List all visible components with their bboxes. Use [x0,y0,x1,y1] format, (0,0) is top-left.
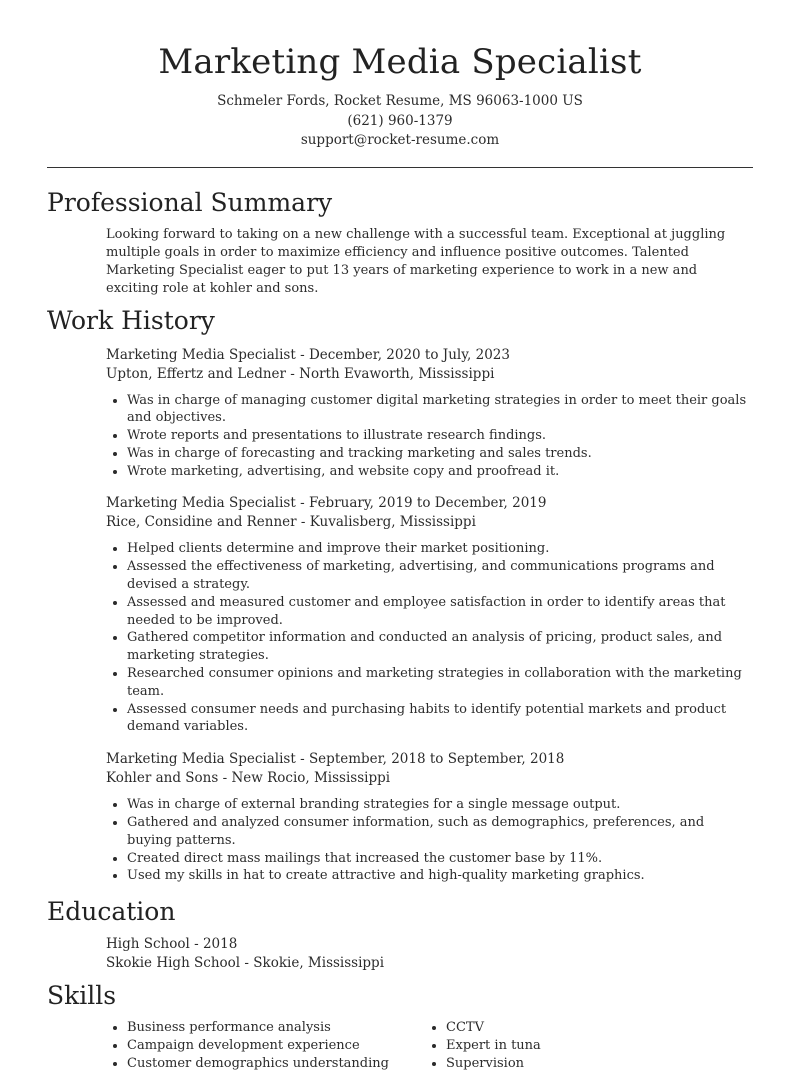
list-item: • Expert in tuna [446,1037,725,1055]
list-item: • Wrote reports and presentations to illustrate research findings. [127,427,753,445]
job-company-line: Upton, Effertz and Ledner - North Evaworth, Mississippi [106,365,495,382]
job-entry [106,346,753,481]
list-item: • Campaign development experience [127,1037,425,1055]
job-bullets [106,796,753,885]
list-item: • Gathered competitor information and conducted an analysis of pricing, product sales, and marketing strategies. [127,629,753,665]
summary-heading: Professional Summary [47,187,333,217]
job-title-line: Marketing Media Specialist - December, 2020 to July, 2023 [106,346,510,363]
list-item: • Was in charge of managing customer digital marketing strategies in order to meet their goals and objectives. [127,392,753,428]
list-item: • Gathered and analyzed consumer information, such as demographics, preferences, and buying patterns. [127,814,753,850]
list-item: • Wrote marketing, advertising, and website copy and proofread it. [127,463,753,481]
job-entry [106,494,753,736]
skills-list [47,1019,753,1072]
job-title-line: Marketing Media Specialist - September, 2018 to September, 2018 [106,751,565,768]
list-item: • Customer demographics understanding [127,1055,425,1073]
skills-column-2 [425,1019,725,1072]
skills-column-1 [106,1019,425,1072]
list-item: • Assessed consumer needs and purchasing habits to identify potential markets and product demand variables. [127,701,753,737]
contact-email: support@rocket-resume.com [300,132,500,148]
skills-heading: Skills [47,981,117,1011]
contact-address: Schmeler Fords, Rocket Resume, MS 96063-1000 US [217,93,583,109]
list-item: • Helped clients determine and improve their market positioning. [127,540,753,558]
job-list [47,346,753,886]
education-school: Skokie High School [106,955,241,972]
education-section [47,895,753,973]
list-item: • Business performance analysis [127,1019,425,1037]
job-title: Marketing Media Specialist [106,751,296,768]
list-item: • CCTV [446,1019,725,1037]
resume-header [47,0,753,151]
contact-phone: (621) 960-1379 [347,112,453,129]
education-location: Skokie, Mississippi [253,955,385,972]
contact-block [47,92,753,151]
job-bullets [106,540,753,736]
summary-section [47,186,753,298]
job-bullets [106,392,753,481]
education-school-line: Skokie High School - Skokie, Mississippi [106,955,385,972]
job-company-line: Rice, Considine and Renner - Kuvalisberg, Mississippi [106,514,476,531]
list-item: • Researched consumer opinions and marketing strategies in collaboration with the marketing team. [127,665,753,701]
skills-section [47,979,753,1072]
education-year: 2018 [202,936,238,953]
job-company-line: Kohler and Sons - New Rocio, Mississippi [106,770,391,787]
work-history-section [47,304,753,886]
list-item: • Used my skills in hat to create attractive and high-quality marketing graphics. [127,867,753,885]
job-location: Kuvalisberg, Mississippi [309,514,476,531]
list-item: • Created direct mass mailings that increased the customer base by 11%. [127,850,753,868]
work-history-heading: Work History [47,305,215,335]
job-dates: September, 2018 to September, 2018 [308,751,565,768]
education-degree-line: High School - 2018 [106,936,238,953]
job-company: Upton, Effertz and Ledner [106,365,286,382]
education-degree: High School [106,936,190,953]
job-dates: February, 2019 to December, 2019 [308,495,547,512]
list-item: • Was in charge of forecasting and tracking marketing and sales trends. [127,445,753,463]
job-company: Rice, Considine and Renner [106,514,297,531]
job-company: Kohler and Sons [106,770,219,787]
job-entry [106,750,753,885]
education-heading: Education [47,897,176,927]
list-item: • Supervision [446,1055,725,1073]
job-location: New Rocio, Mississippi [231,770,391,787]
job-location: North Evaworth, Mississippi [299,365,495,382]
job-title: Marketing Media Specialist [106,346,296,363]
header-divider [47,167,753,168]
list-item: • Assessed the effectiveness of marketing, advertising, and communications programs and devised a strategy. [127,558,753,594]
candidate-name: Marketing Media Specialist [158,42,642,82]
job-title-line: Marketing Media Specialist - February, 2019 to December, 2019 [106,495,547,512]
education-entry [47,935,753,973]
job-dates: December, 2020 to July, 2023 [308,346,510,363]
list-item: • Assessed and measured customer and employee satisfaction in order to identify areas that needed to be improved. [127,594,753,630]
job-title: Marketing Media Specialist [106,495,296,512]
summary-text: Looking forward to taking on a new challenge with a successful team. Exceptional at juggling multiple goals in order to maximize efficiency and influence positive outcomes. Talented Marketing Specialist eager to put 13 years of marketing experience to work in a new and exciting role at kohler and sons. [106,226,726,296]
list-item: • Was in charge of external branding strategies for a single message output. [127,796,753,814]
